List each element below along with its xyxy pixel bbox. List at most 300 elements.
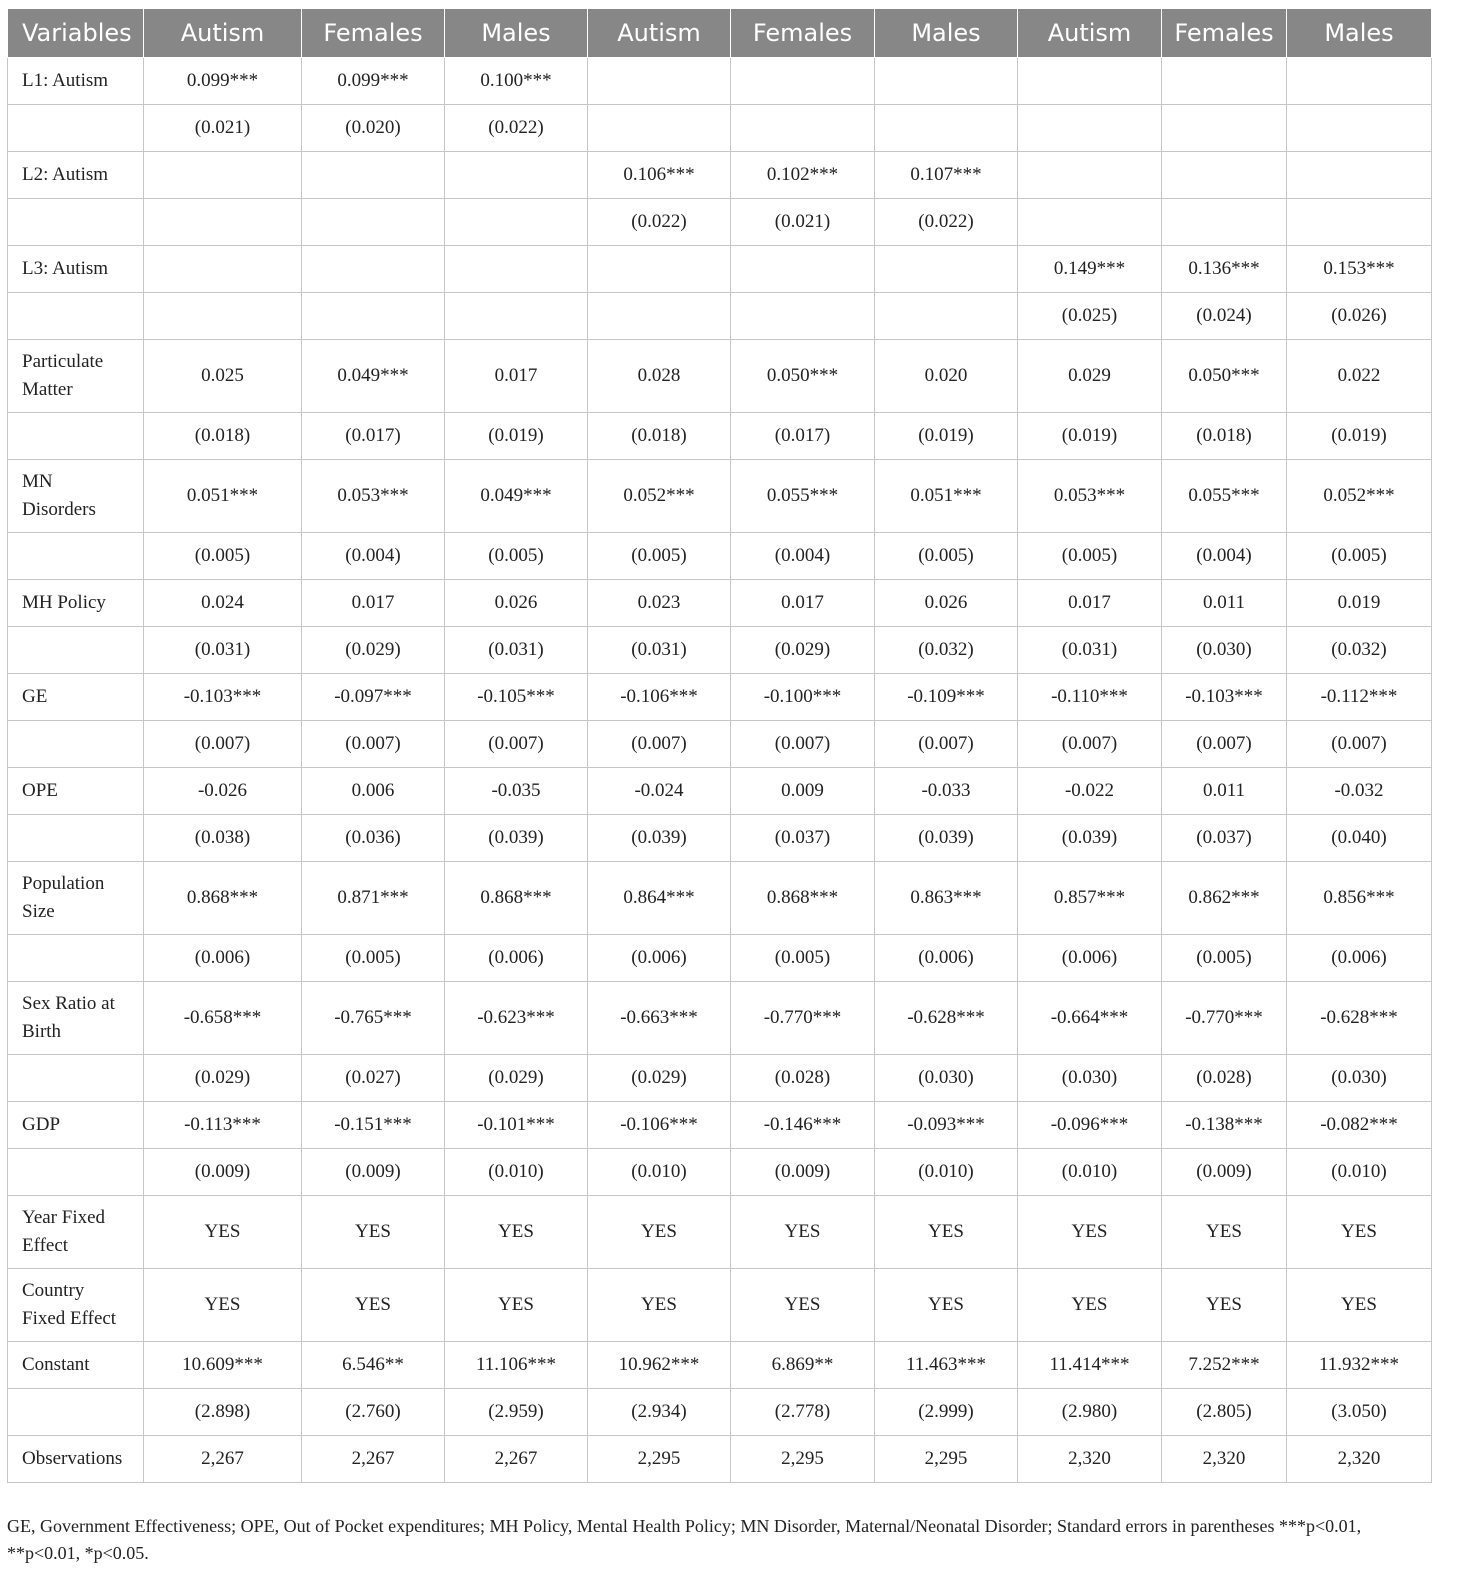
table-cell: (0.039) — [1018, 815, 1162, 862]
table-cell: 0.868*** — [731, 862, 875, 935]
table-row — [8, 152, 1432, 199]
table-cell: YES — [1287, 1196, 1432, 1269]
table-cell: (0.031) — [588, 627, 731, 674]
table-cell — [1018, 58, 1162, 105]
table-cell: (0.007) — [588, 721, 731, 768]
table-cell: YES — [445, 1196, 588, 1269]
table-cell: (0.030) — [1162, 627, 1287, 674]
table-cell: -0.628*** — [875, 982, 1018, 1055]
table-cell: (0.004) — [302, 533, 445, 580]
table-cell: YES — [1287, 1269, 1432, 1342]
table-cell: (0.032) — [875, 627, 1018, 674]
table-cell: 0.028 — [588, 340, 731, 413]
table-cell: (0.005) — [588, 533, 731, 580]
table-cell: (0.025) — [1018, 293, 1162, 340]
table-cell: -0.097*** — [302, 674, 445, 721]
table-cell: (0.010) — [588, 1149, 731, 1196]
row-label — [8, 721, 144, 768]
table-cell: 0.107*** — [875, 152, 1018, 199]
table-cell: 11.463*** — [875, 1342, 1018, 1389]
header-males: Males — [445, 9, 588, 58]
table-cell: 0.868*** — [144, 862, 302, 935]
row-label — [8, 199, 144, 246]
table-cell: (0.029) — [445, 1055, 588, 1102]
table-cell — [144, 152, 302, 199]
row-label — [8, 1055, 144, 1102]
row-label: GDP — [8, 1102, 144, 1149]
table-cell: 0.053*** — [1018, 460, 1162, 533]
table-cell: (0.018) — [1162, 413, 1287, 460]
table-cell: -0.103*** — [1162, 674, 1287, 721]
table-cell: (0.018) — [588, 413, 731, 460]
table-cell: 0.017 — [445, 340, 588, 413]
row-label: Constant — [8, 1342, 144, 1389]
table-cell: -0.151*** — [302, 1102, 445, 1149]
row-label: L2: Autism — [8, 152, 144, 199]
table-cell: (0.006) — [445, 935, 588, 982]
table-cell: -0.024 — [588, 768, 731, 815]
table-body — [8, 58, 1432, 1483]
table-cell: (0.005) — [144, 533, 302, 580]
table-cell: -0.765*** — [302, 982, 445, 1055]
table-cell — [445, 293, 588, 340]
table-cell: -0.093*** — [875, 1102, 1018, 1149]
table-cell — [731, 293, 875, 340]
table-cell: 0.017 — [1018, 580, 1162, 627]
table-cell — [302, 152, 445, 199]
table-cell: (0.007) — [302, 721, 445, 768]
table-cell: (0.039) — [445, 815, 588, 862]
table-cell: 0.136*** — [1162, 246, 1287, 293]
table-cell: 7.252*** — [1162, 1342, 1287, 1389]
table-cell: 0.023 — [588, 580, 731, 627]
table-row — [8, 1342, 1432, 1389]
table-cell: (0.007) — [875, 721, 1018, 768]
table-cell — [302, 293, 445, 340]
table-cell: (0.006) — [144, 935, 302, 982]
table-cell: (0.031) — [1018, 627, 1162, 674]
table-cell: (0.010) — [445, 1149, 588, 1196]
table-cell: 0.153*** — [1287, 246, 1432, 293]
table-cell: 0.009 — [731, 768, 875, 815]
table-cell: (2.805) — [1162, 1389, 1287, 1436]
table-cell: (0.028) — [1162, 1055, 1287, 1102]
table-cell: 0.051*** — [144, 460, 302, 533]
table-cell: (0.024) — [1162, 293, 1287, 340]
table-row-stderr — [8, 293, 1432, 340]
table-cell: -0.103*** — [144, 674, 302, 721]
table-cell — [588, 293, 731, 340]
table-cell — [875, 105, 1018, 152]
table-cell: -0.106*** — [588, 674, 731, 721]
table-row — [8, 460, 1432, 533]
table-cell: 0.017 — [302, 580, 445, 627]
table-cell: 6.546** — [302, 1342, 445, 1389]
row-label — [8, 935, 144, 982]
table-cell: 2,267 — [144, 1436, 302, 1483]
table-cell: 0.049*** — [445, 460, 588, 533]
table-cell: (2.778) — [731, 1389, 875, 1436]
table-cell: -0.096*** — [1018, 1102, 1162, 1149]
header-males: Males — [1287, 9, 1432, 58]
table-cell: 0.019 — [1287, 580, 1432, 627]
table-cell: -0.664*** — [1018, 982, 1162, 1055]
table-cell: (0.037) — [1162, 815, 1287, 862]
table-cell: (0.022) — [445, 105, 588, 152]
table-cell: (2.760) — [302, 1389, 445, 1436]
table-cell: 10.609*** — [144, 1342, 302, 1389]
table-cell: -0.138*** — [1162, 1102, 1287, 1149]
row-label: L1: Autism — [8, 58, 144, 105]
table-cell: (0.030) — [1018, 1055, 1162, 1102]
table-cell: (0.036) — [302, 815, 445, 862]
table-cell: 0.050*** — [1162, 340, 1287, 413]
table-cell: (0.007) — [1287, 721, 1432, 768]
header-autism: Autism — [1018, 9, 1162, 58]
table-cell — [1162, 152, 1287, 199]
table-cell — [1287, 152, 1432, 199]
row-label — [8, 815, 144, 862]
regression-table — [7, 8, 1432, 1483]
table-cell: -0.105*** — [445, 674, 588, 721]
row-label: GE — [8, 674, 144, 721]
table-cell: (0.030) — [875, 1055, 1018, 1102]
table-row — [8, 1269, 1432, 1342]
table-cell: (0.005) — [1018, 533, 1162, 580]
table-cell — [1287, 105, 1432, 152]
table-row — [8, 982, 1432, 1055]
header-males: Males — [875, 9, 1018, 58]
table-cell: 0.857*** — [1018, 862, 1162, 935]
table-cell: YES — [302, 1196, 445, 1269]
table-cell: 0.871*** — [302, 862, 445, 935]
table-cell: 2,295 — [875, 1436, 1018, 1483]
table-cell: (0.021) — [144, 105, 302, 152]
table-cell: (0.005) — [875, 533, 1018, 580]
table-cell: (0.004) — [731, 533, 875, 580]
table-cell: (0.009) — [731, 1149, 875, 1196]
table-cell: 0.026 — [445, 580, 588, 627]
header-autism: Autism — [588, 9, 731, 58]
table-cell: -0.770*** — [1162, 982, 1287, 1055]
row-label: Sex Ratio at Birth — [8, 982, 144, 1055]
table-row — [8, 1102, 1432, 1149]
table-cell: 0.011 — [1162, 580, 1287, 627]
table-cell — [144, 246, 302, 293]
table-footnote: GE, Government Effectiveness; OPE, Out of Pocket expenditures; MH Policy, Mental Health Policy; MN Disorder, Maternal/Neonatal Disorder; Standard errors in parentheses ***p<0.01, **p<0.01, *p<0.05. — [7, 1516, 1362, 1563]
table-cell: (0.010) — [1018, 1149, 1162, 1196]
table-cell: -0.113*** — [144, 1102, 302, 1149]
table-cell: (0.029) — [588, 1055, 731, 1102]
table-cell: 2,320 — [1162, 1436, 1287, 1483]
table-cell: 0.020 — [875, 340, 1018, 413]
table-cell: (3.050) — [1287, 1389, 1432, 1436]
table-cell: (0.017) — [731, 413, 875, 460]
table-cell: (2.999) — [875, 1389, 1018, 1436]
table-cell: 0.055*** — [731, 460, 875, 533]
table-cell: (0.005) — [445, 533, 588, 580]
table-cell — [875, 58, 1018, 105]
table-cell: (0.006) — [875, 935, 1018, 982]
table-cell — [144, 293, 302, 340]
table-cell — [588, 105, 731, 152]
table-row — [8, 580, 1432, 627]
table-row — [8, 246, 1432, 293]
table-cell — [1018, 105, 1162, 152]
table-cell — [731, 105, 875, 152]
table-cell: (0.004) — [1162, 533, 1287, 580]
table-row-stderr — [8, 627, 1432, 674]
table-cell: -0.146*** — [731, 1102, 875, 1149]
table-cell: (0.019) — [1018, 413, 1162, 460]
table-cell: 0.006 — [302, 768, 445, 815]
table-cell: 0.102*** — [731, 152, 875, 199]
table-cell: (0.039) — [875, 815, 1018, 862]
table-cell: -0.770*** — [731, 982, 875, 1055]
table-cell: (0.007) — [445, 721, 588, 768]
table-cell: (0.005) — [1287, 533, 1432, 580]
table-cell: (0.010) — [875, 1149, 1018, 1196]
row-label: MH Policy — [8, 580, 144, 627]
table-cell: (0.032) — [1287, 627, 1432, 674]
table-cell: (0.040) — [1287, 815, 1432, 862]
table-cell: -0.112*** — [1287, 674, 1432, 721]
table-cell: -0.022 — [1018, 768, 1162, 815]
table-cell: YES — [302, 1269, 445, 1342]
table-cell: 11.106*** — [445, 1342, 588, 1389]
table-cell: (0.028) — [731, 1055, 875, 1102]
table-cell: (0.009) — [302, 1149, 445, 1196]
table-row-stderr — [8, 533, 1432, 580]
table-cell: 0.025 — [144, 340, 302, 413]
table-cell: 0.100*** — [445, 58, 588, 105]
table-row-stderr — [8, 1389, 1432, 1436]
row-label — [8, 105, 144, 152]
table-cell — [445, 246, 588, 293]
table-cell: (0.010) — [1287, 1149, 1432, 1196]
table-cell: 0.053*** — [302, 460, 445, 533]
table-row-stderr — [8, 721, 1432, 768]
table-cell: 10.962*** — [588, 1342, 731, 1389]
table-cell: YES — [1018, 1196, 1162, 1269]
header-row — [8, 9, 1432, 58]
table-cell: 0.856*** — [1287, 862, 1432, 935]
table-cell: 0.099*** — [302, 58, 445, 105]
table-cell: 0.022 — [1287, 340, 1432, 413]
table-cell: 2,320 — [1287, 1436, 1432, 1483]
table-cell: YES — [445, 1269, 588, 1342]
row-label — [8, 413, 144, 460]
table-cell — [144, 199, 302, 246]
header-variables: Variables — [8, 9, 144, 58]
table-cell — [1162, 58, 1287, 105]
table-cell: YES — [731, 1269, 875, 1342]
table-cell: (0.009) — [1162, 1149, 1287, 1196]
row-label: Year Fixed Effect — [8, 1196, 144, 1269]
table-cell: (0.007) — [1162, 721, 1287, 768]
row-label — [8, 293, 144, 340]
row-label — [8, 533, 144, 580]
table-cell: (0.019) — [445, 413, 588, 460]
table-cell: YES — [731, 1196, 875, 1269]
table-cell: (0.037) — [731, 815, 875, 862]
table-cell: (0.006) — [1287, 935, 1432, 982]
table-cell: (2.934) — [588, 1389, 731, 1436]
table-row-stderr — [8, 1149, 1432, 1196]
table-cell: 6.869** — [731, 1342, 875, 1389]
table-cell: YES — [875, 1196, 1018, 1269]
table-cell: -0.663*** — [588, 982, 731, 1055]
table-cell: 0.099*** — [144, 58, 302, 105]
table-cell — [445, 152, 588, 199]
table-cell: (0.022) — [588, 199, 731, 246]
table-cell — [1287, 199, 1432, 246]
row-label — [8, 627, 144, 674]
header-autism: Autism — [144, 9, 302, 58]
table-cell: 0.049*** — [302, 340, 445, 413]
table-cell: -0.101*** — [445, 1102, 588, 1149]
table-cell: YES — [588, 1196, 731, 1269]
table-cell: (0.007) — [1018, 721, 1162, 768]
row-label: Observations — [8, 1436, 144, 1483]
table-cell: YES — [588, 1269, 731, 1342]
table-cell — [1018, 152, 1162, 199]
table-cell: -0.109*** — [875, 674, 1018, 721]
table-cell: -0.110*** — [1018, 674, 1162, 721]
table-cell: (0.022) — [875, 199, 1018, 246]
table-row — [8, 862, 1432, 935]
table-cell: (0.019) — [875, 413, 1018, 460]
table-cell: (0.029) — [144, 1055, 302, 1102]
table-cell: (0.017) — [302, 413, 445, 460]
table-cell: (0.029) — [302, 627, 445, 674]
table-cell: (0.021) — [731, 199, 875, 246]
table-cell: (0.006) — [1018, 935, 1162, 982]
table-cell: (0.009) — [144, 1149, 302, 1196]
table-cell: 0.864*** — [588, 862, 731, 935]
table-cell — [302, 246, 445, 293]
table-cell — [731, 246, 875, 293]
table-cell — [875, 246, 1018, 293]
table-cell: 0.862*** — [1162, 862, 1287, 935]
table-cell: -0.106*** — [588, 1102, 731, 1149]
table-row — [8, 674, 1432, 721]
table-cell: YES — [1018, 1269, 1162, 1342]
table-cell: YES — [1162, 1196, 1287, 1269]
table-cell: 0.052*** — [588, 460, 731, 533]
table-cell: (0.005) — [731, 935, 875, 982]
table-cell: 0.017 — [731, 580, 875, 627]
table-row-stderr — [8, 413, 1432, 460]
header-females: Females — [302, 9, 445, 58]
row-label: L3: Autism — [8, 246, 144, 293]
row-label — [8, 1149, 144, 1196]
table-cell: 2,267 — [445, 1436, 588, 1483]
table-cell: (0.038) — [144, 815, 302, 862]
table-cell: 0.149*** — [1018, 246, 1162, 293]
row-label: MN Disorders — [8, 460, 144, 533]
table-cell: (0.007) — [731, 721, 875, 768]
table-cell: 2,295 — [731, 1436, 875, 1483]
table-cell — [445, 199, 588, 246]
table-cell: 0.024 — [144, 580, 302, 627]
table-cell: 0.055*** — [1162, 460, 1287, 533]
table-cell: (0.018) — [144, 413, 302, 460]
table-cell: (2.898) — [144, 1389, 302, 1436]
table-row-stderr — [8, 1055, 1432, 1102]
table-cell: (2.980) — [1018, 1389, 1162, 1436]
table-cell: 0.051*** — [875, 460, 1018, 533]
table-cell: -0.026 — [144, 768, 302, 815]
table-cell: 0.868*** — [445, 862, 588, 935]
table-cell: -0.035 — [445, 768, 588, 815]
table-row — [8, 1436, 1432, 1483]
table-cell: 2,267 — [302, 1436, 445, 1483]
table-row-stderr — [8, 199, 1432, 246]
table-cell: 11.932*** — [1287, 1342, 1432, 1389]
header-females: Females — [1162, 9, 1287, 58]
table-cell: -0.033 — [875, 768, 1018, 815]
table-cell: -0.658*** — [144, 982, 302, 1055]
table-cell: 0.052*** — [1287, 460, 1432, 533]
table-cell — [731, 58, 875, 105]
table-cell: (0.031) — [144, 627, 302, 674]
table-cell: (0.019) — [1287, 413, 1432, 460]
table-cell: -0.628*** — [1287, 982, 1432, 1055]
row-label: Country Fixed Effect — [8, 1269, 144, 1342]
table-cell — [1162, 105, 1287, 152]
table-cell: YES — [1162, 1269, 1287, 1342]
table-cell: (0.026) — [1287, 293, 1432, 340]
table-row-stderr — [8, 815, 1432, 862]
table-cell: (0.020) — [302, 105, 445, 152]
row-label — [8, 1389, 144, 1436]
table-cell: (2.959) — [445, 1389, 588, 1436]
table-cell: 0.106*** — [588, 152, 731, 199]
table-row — [8, 58, 1432, 105]
table-cell — [588, 246, 731, 293]
table-cell: -0.082*** — [1287, 1102, 1432, 1149]
table-cell: (0.039) — [588, 815, 731, 862]
table-cell: (0.027) — [302, 1055, 445, 1102]
header-females: Females — [731, 9, 875, 58]
table-row — [8, 768, 1432, 815]
row-label: Particulate Matter — [8, 340, 144, 413]
table-cell: -0.032 — [1287, 768, 1432, 815]
table-cell: (0.029) — [731, 627, 875, 674]
table-cell — [588, 58, 731, 105]
table-row — [8, 340, 1432, 413]
table-cell: 2,320 — [1018, 1436, 1162, 1483]
table-cell — [1018, 199, 1162, 246]
table-cell: (0.031) — [445, 627, 588, 674]
table-cell: 0.026 — [875, 580, 1018, 627]
table-row-stderr — [8, 935, 1432, 982]
table-row — [8, 1196, 1432, 1269]
table-cell: 0.050*** — [731, 340, 875, 413]
row-label: Population Size — [8, 862, 144, 935]
table-row-stderr — [8, 105, 1432, 152]
table-cell — [1287, 58, 1432, 105]
table-cell: 0.863*** — [875, 862, 1018, 935]
table-cell: (0.007) — [144, 721, 302, 768]
table-cell: YES — [144, 1269, 302, 1342]
table-cell: 2,295 — [588, 1436, 731, 1483]
table-cell: -0.623*** — [445, 982, 588, 1055]
table-cell — [875, 293, 1018, 340]
table-cell: 0.011 — [1162, 768, 1287, 815]
table-cell: 0.029 — [1018, 340, 1162, 413]
